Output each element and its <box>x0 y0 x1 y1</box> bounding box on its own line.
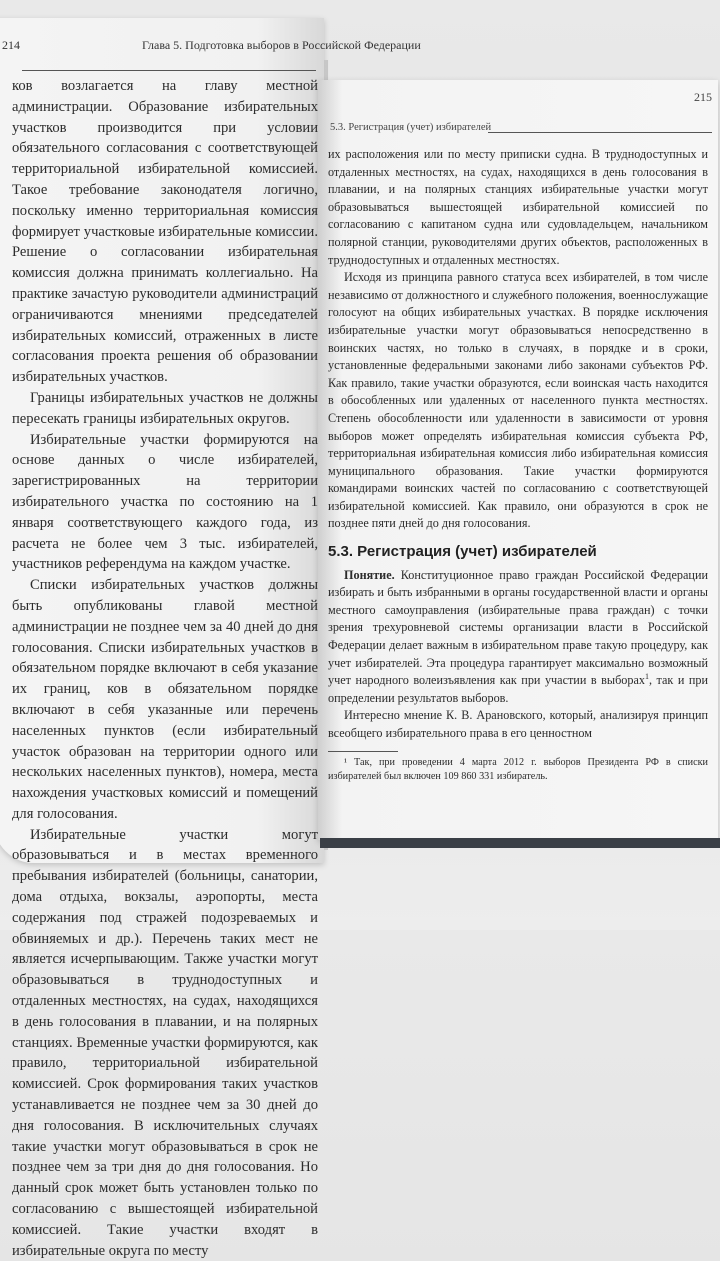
footnote-rule <box>328 751 398 752</box>
footnote-mark: 1 <box>644 672 649 682</box>
left-paragraph: Избирательные участки формируются на основе данных о числе избирателей, зарегистрированных на территории избирательного участка по состоянию на 1 января соответствующего каждого года, из расчета не более чем 3 тыс. избирателей, участников референдума на каждом участке. <box>12 431 318 573</box>
right-header-rule <box>488 132 712 133</box>
left-page-header <box>2 38 421 60</box>
left-page-number: 214 <box>2 38 20 52</box>
left-paragraph: ков возлагается на главу местной администрации. Образование избирательных участков производится при условии обязательного согласования с соответствующей территориальной избирательной комиссией. Такое требование законодателя логично, поскольку именно территориальная комиссия формирует участковые избирательные комиссии. Решение о согласовании избирательная комиссия должна принимать коллегиально. На практике зачастую руководители администраций ограничиваются мнениями председателей избирательных комиссий, отраженных в листе согласования проекта решения об образовании избирательных участков. <box>12 78 318 386</box>
left-running-head: Глава 5. Подготовка выборов в Российской Федерации <box>142 38 421 52</box>
section-paragraph: Интересно мнение К. В. Арановского, который, анализируя принцип всеобщего избирательного права в его ценностном <box>328 708 708 740</box>
book-cover-edge <box>320 838 720 848</box>
left-paragraph: Избирательные участки могут образовываться и в местах временного пребывания избирателей (больницы, санатории, дома отдыха, вокзалы, аэропорты, места содержания под стражей подозреваемых и обвиняемых и др.). Перечень таких мест не является исчерпывающим. Также участки могут образовываться в труднодоступных и отдаленных местностях, на судах, находящихся в день голосования в плавании, и на полярных станциях. Временные участки формируются, как правило, территориальной избирательной комиссией. Срок формирования таких участков устанавливается не позднее чем за 30 дней до дня голосования. В исключительных случаях такие участки могут образовываться в срок не позднее чем за три дня до дня голосования. Но данный срок может быть установлен только по согласованию с вышестоящей избирательной комиссией. Такие участки входят в избирательные округа по месту <box>12 826 318 1259</box>
footnote: ¹ Так, при проведении 4 марта 2012 г. выборов Президента РФ в списки избирателей был включен 109 860 331 избиратель. <box>328 756 708 782</box>
section-paragraph <box>328 567 708 708</box>
left-paragraph: Списки избирательных участков должны быть опубликованы главой местной администрации не позднее чем за 40 дней до дня голосования. Списки избирательных участков в обязательном порядке включают в себя указание их границ, ков в обязательном порядке включают в себя указанные или перечень населенных пунктов (если избирательный участок образован на территории одного или нескольких населенных пунктов), номера, места нахождения участковых комиссий и помещений для голосования. <box>12 577 318 822</box>
section-heading: 5.3. Регистрация (учет) избирателей <box>328 543 597 561</box>
right-page-header <box>328 90 712 136</box>
left-paragraph: Границы избирательных участков не должны пересекать границы избирательных округов. <box>12 389 318 427</box>
right-paragraph: Исходя из принципа равного статуса всех избирателей, в том числе независимо от должностного и служебного положения, военнослужащие голосуют на общих избирательных участках. В порядке исключения избирательные участки могут образовываться непосредственно в воинских частях, но только в случаях, в порядке и в сроки, установленные федеральными законами либо законами субъектов РФ. Как правило, такие участки образуются, если воинская часть находится в обособленных или удаленных от населенного пункта местностях. Степень обособленности или удаленности в зависимости от уровня выборов может определять избирательная комиссия субъекта РФ, территориальная избирательная комиссия либо избирательная комиссия муниципального образования. Такие участки формируются командирами воинских частей по согласованию с соответствующей избирательной комиссией. Как правило, они образуются в срок не позднее пяти дней до дня голосования. <box>328 270 708 531</box>
right-page <box>318 80 718 840</box>
lead-word: Понятие. <box>344 567 395 582</box>
left-header-rule <box>22 70 316 71</box>
section-text-a: Конституционное право граждан Российской Федерации избирать и быть избранными в органы государственной власти и органы местного самоуправления (избирательные права граждан) с точки зрения трехуровневой системы организации власти в Российской Федерации делает важным в избирательном праве такую процедуру, как учет избирателей. Эта процедура гарантирует максимально возможный учет народного волеизъявления как при участии в выборах <box>328 567 708 688</box>
right-running-head: 5.3. Регистрация (учет) избирателей <box>330 122 492 133</box>
section-text-b: , так и при определении результатов выборов. <box>328 673 709 705</box>
right-page-body <box>328 146 708 784</box>
right-paragraph: их расположения или по месту приписки судна. В труднодоступных и отдаленных местностях, на судах, находящихся в день голосования в плавании, и на полярных станциях избирательные участки могут образовываться вышестоящей избирательной комиссией по согласованию с капитаном судна или судовладельцем, начальником полярной станции, руководителями других объектов, расположенных в труднодоступных и отдаленных местностях. <box>328 147 708 267</box>
right-page-number: 215 <box>694 90 712 104</box>
left-page-body <box>12 76 318 1261</box>
